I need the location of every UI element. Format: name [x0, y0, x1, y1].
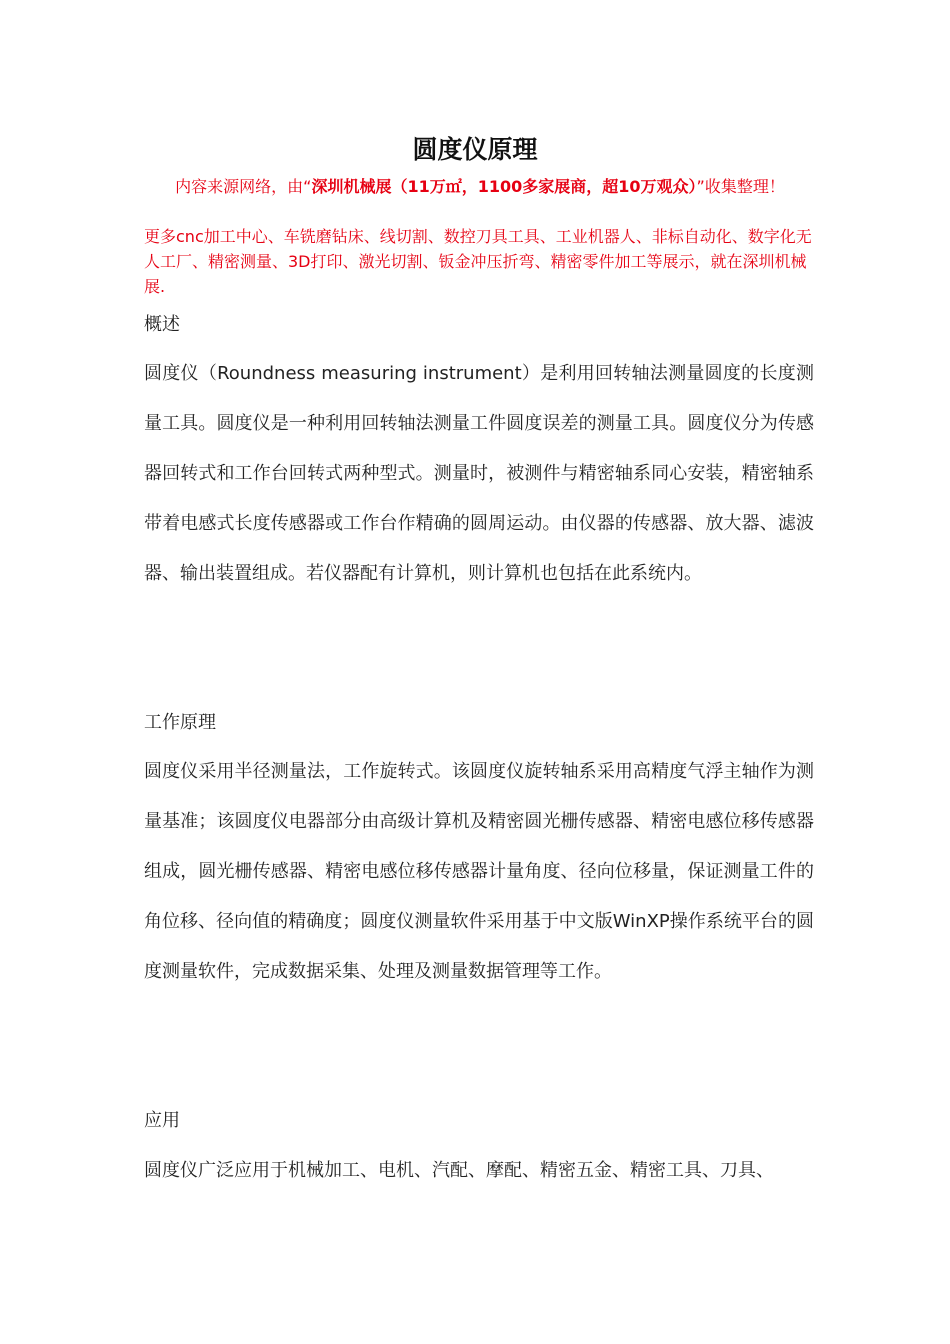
- document-title: 圆度仪原理: [412, 135, 538, 164]
- source-suffix: ”收集整理！: [696, 177, 785, 196]
- section-body-application: 圆度仪广泛应用于机械加工、电机、汽配、摩配、精密五金、精密工具、刀具、: [144, 1160, 774, 1181]
- source-note: [130, 174, 830, 200]
- source-prefix: 内容来源网络，由“: [175, 177, 312, 196]
- section-body-overview: 圆度仪（Roundness measuring instrument）是利用回转轴法测量圆度的长度测量工具。圆度仪是一种利用回转轴法测量工件圆度误差的测量工具。圆度仪分为传感器回转式和工作台回转式两种型式。测量时，被测件与精密轴系同心安装，精密轴系带着电感式长度传感器或工作台作精确的圆周运动。由仪器的传感器、放大器、滤波器、输出装置组成。若仪器配有计算机，则计算机也包括在此系统内。: [144, 363, 814, 584]
- section-body-principle: 圆度仪采用半径测量法，工作旋转式。该圆度仪旋转轴系采用高精度气浮主轴作为测量基准；该圆度仪电器部分由高级计算机及精密圆光栅传感器、精密电感位移传感器组成，圆光栅传感器、精密电感位移传感器计量角度、径向位移量，保证测量工件的角位移、径向值的精确度；圆度仪测量软件采用基于中文版WinXP操作系统平台的圆度测量软件，完成数据采集、处理及测量数据管理等工作。: [144, 761, 814, 982]
- source-highlight: 深圳机械展（11万㎡，1100多家展商，超10万观众）: [311, 177, 697, 196]
- section-heading-principle: 工作原理: [144, 712, 216, 733]
- section-heading-overview: 概述: [144, 314, 180, 335]
- promo-text: 更多cnc加工中心、车铣磨钻床、线切割、数控刀具工具、工业机器人、非标自动化、数字化无人工厂、精密测量、3D打印、激光切割、钣金冲压折弯、精密零件加工等展示，就在深圳机械展.: [144, 227, 812, 296]
- section-heading-application: 应用: [144, 1110, 180, 1131]
